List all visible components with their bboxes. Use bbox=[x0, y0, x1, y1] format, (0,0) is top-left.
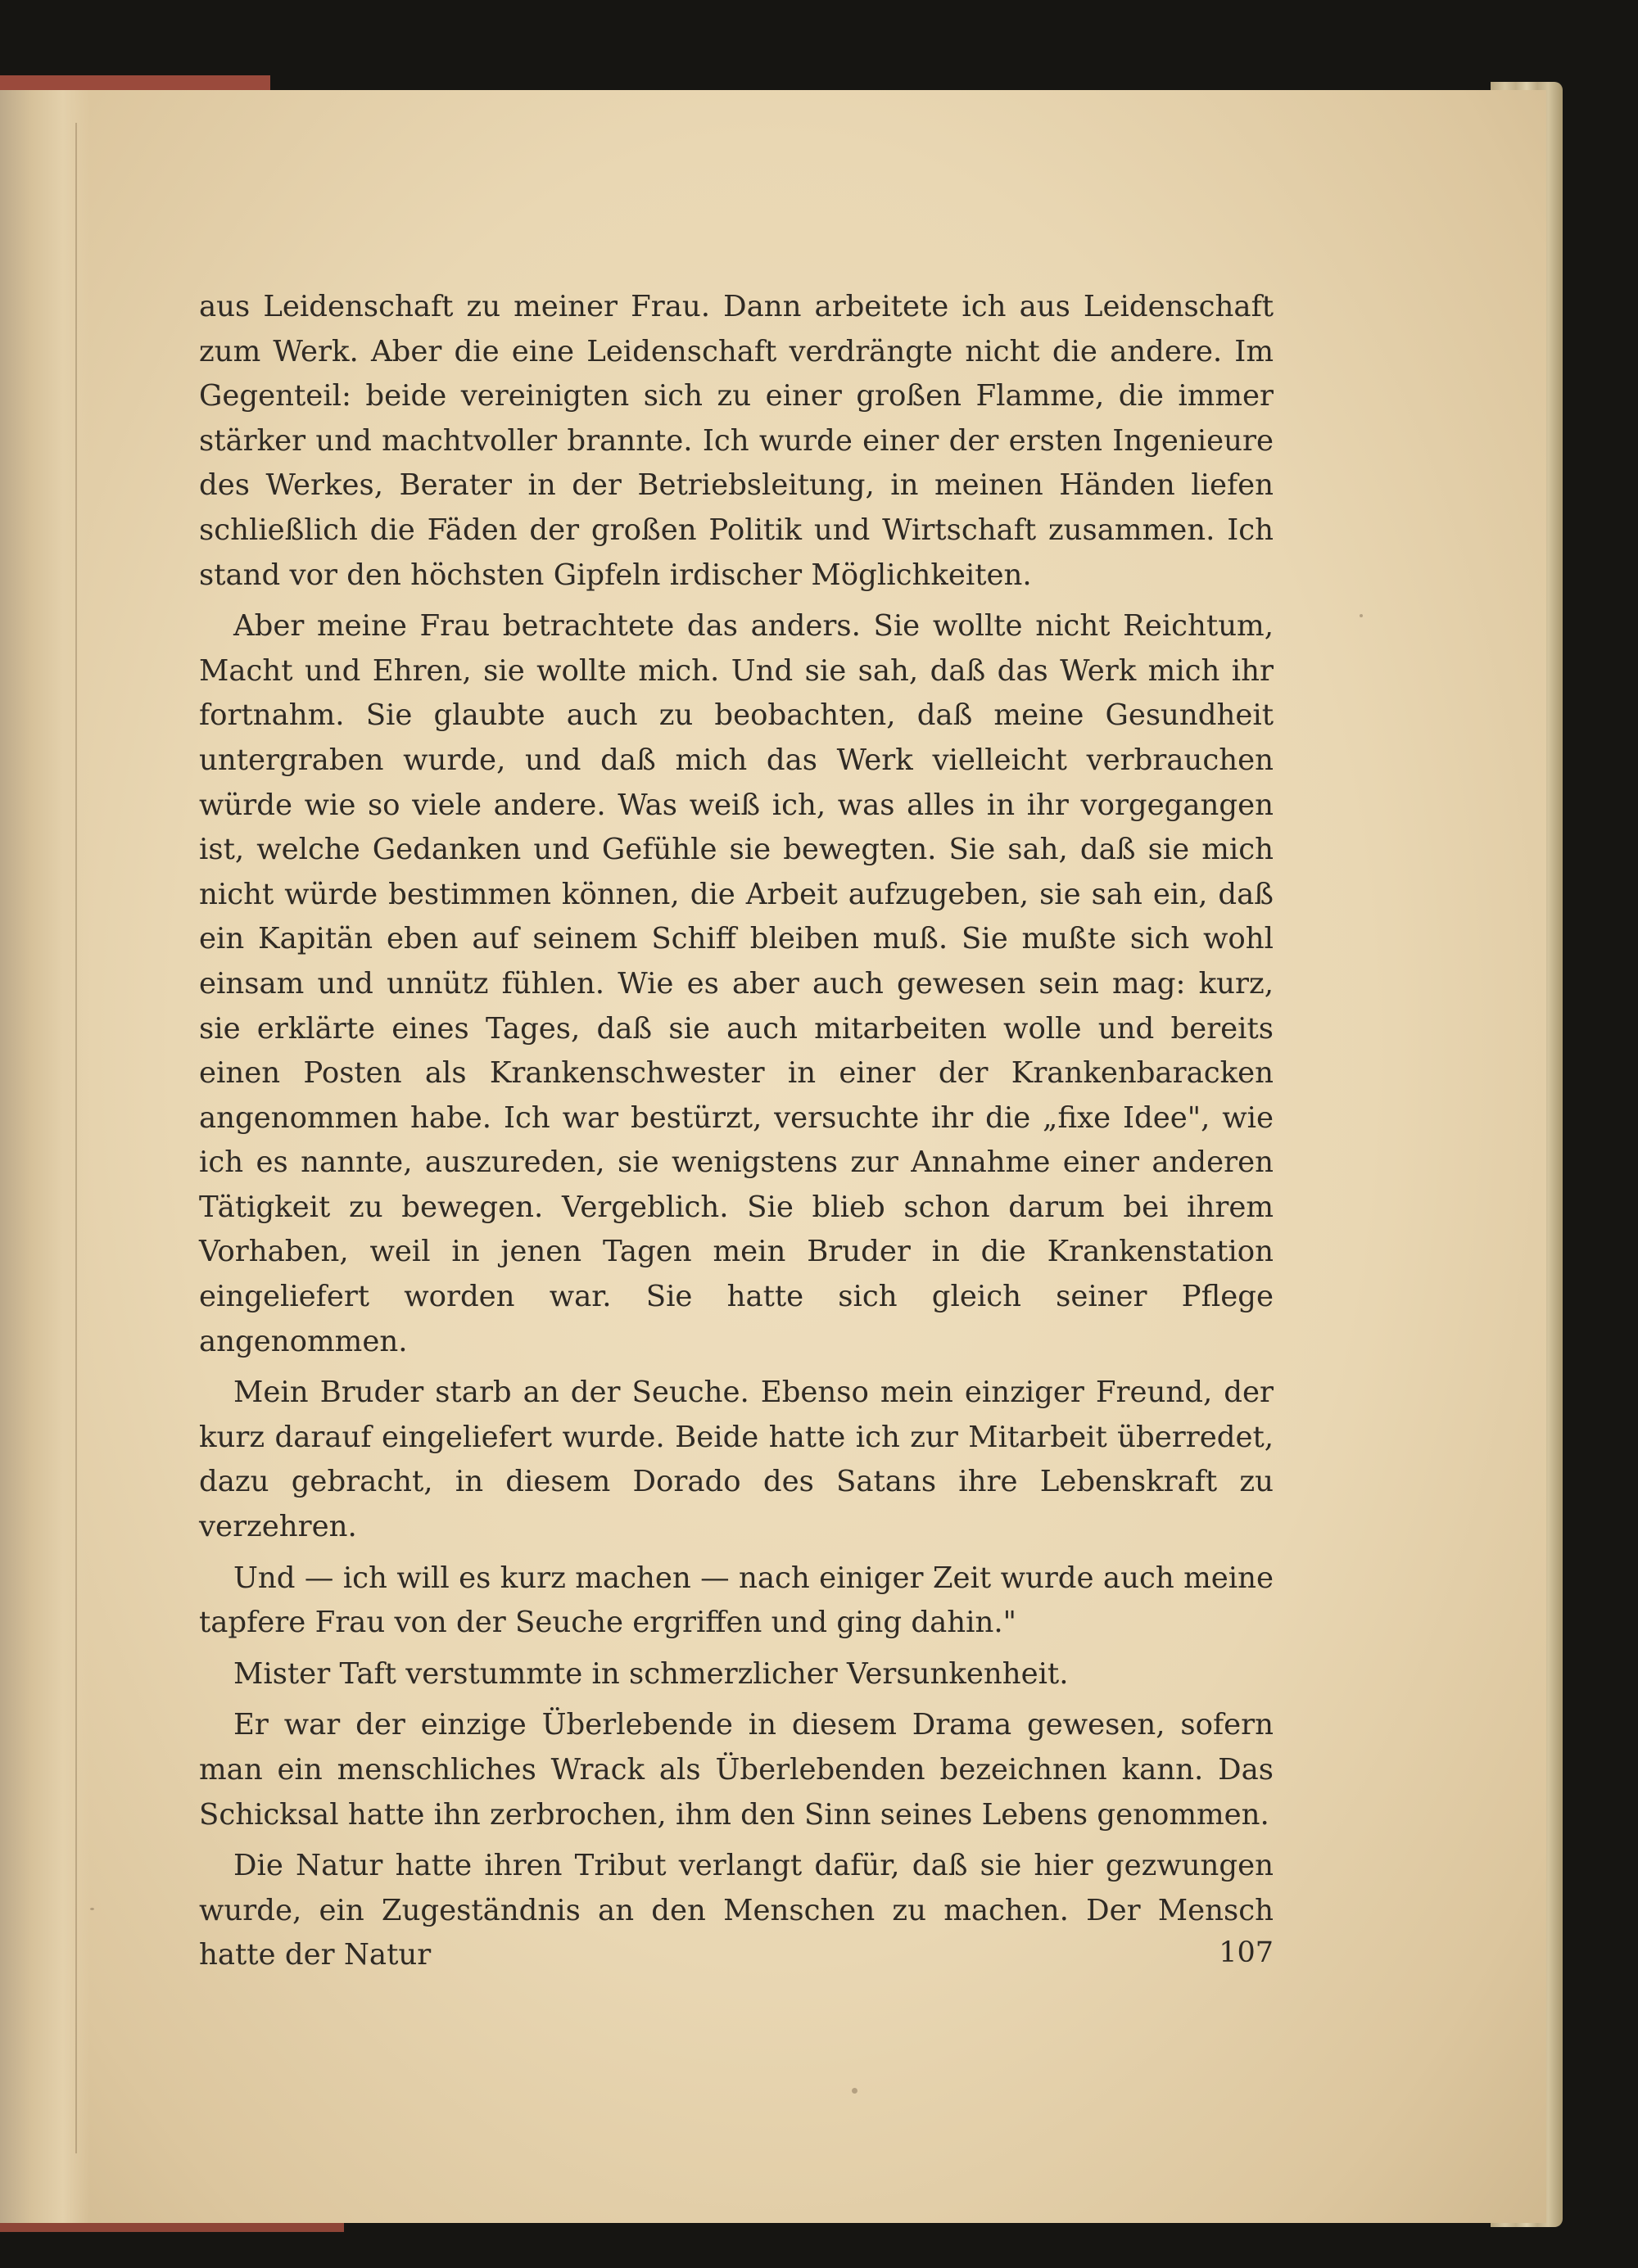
gutter-fold-line bbox=[75, 123, 77, 2153]
book-page bbox=[0, 90, 1546, 2223]
paragraph-4: Und — ich will es kurz machen — nach einiger Zeit wurde auch meine tapfere Frau von der Seuche ergriffen und ging dahin." bbox=[199, 1561, 1274, 1640]
paper-speck bbox=[1360, 614, 1363, 617]
paper-speck bbox=[852, 2088, 857, 2094]
paragraph-6: Er war der einzige Überlebende in diesem Drama gewesen, sofern man ein menschliches Wrack als Überlebenden bezeichnen kann. Das Schicksal hatte ihn zerbrochen, ihm den Sinn seines Lebens genommen. bbox=[199, 1708, 1274, 1832]
paragraph-1: aus Leidenschaft zu meiner Frau. Dann arbeitete ich aus Leidenschaft zum Werk. Aber die eine Leidenschaft verdrängte nicht die andere. Im Gegenteil: beide vereinigten sich zu einer großen Flamme, die immer stärker und machtvoller brannte. Ich wurde einer der ersten Ingenieure des Werkes, Berater in der Betriebsleitung, in meinen Händen liefen schließlich die Fäden der großen Politik und Wirtschaft zusammen. Ich stand vor den höchsten Gipfeln irdischer Möglichkeiten. bbox=[199, 290, 1274, 592]
paragraph-3: Mein Bruder starb an der Seuche. Ebenso mein einziger Freund, der kurz darauf eingeliefert wurde. Beide hatte ich zur Mitarbeit überredet, dazu gebracht, in diesem Dorado des Satans ihre Lebenskraft zu verzehren. bbox=[199, 1376, 1274, 1544]
paper-speck bbox=[90, 1908, 94, 1910]
paragraph-7: Die Natur hatte ihren Tribut verlangt dafür, daß sie hier gezwungen wurde, ein Zugeständnis an den Menschen zu machen. Der Mensch hatte der Natur bbox=[199, 1849, 1274, 1972]
page-body-text bbox=[199, 285, 1274, 1985]
paragraph-5: Mister Taft verstummte in schmerzlicher Versunkenheit. bbox=[233, 1656, 1069, 1691]
page-number: 107 bbox=[1219, 1936, 1274, 1969]
paragraph-2: Aber meine Frau betrachtete das anders. Sie wollte nicht Reichtum, Macht und Ehren, sie wollte mich. Und sie sah, daß das Werk mich ihr fortnahm. Sie glaubte auch zu beobachten, daß meine Gesundheit untergraben wurde, und daß mich das Werk vielleicht verbrauchen würde wie so viele andere. Was weiß ich, was alles in ihr vorgegangen ist, welche Gedanken und Gefühle sie bewegten. Sie sah, daß sie mich nicht würde bestimmen können, die Arbeit aufzugeben, sie sah ein, daß ein Kapitän eben auf seinem Schiff bleiben muß. Sie mußte sich wohl einsam und unnütz fühlen. Wie es aber auch gewesen sein mag: kurz, sie erklärte eines Tages, daß sie auch mitarbeiten wolle und bereits einen Posten als Krankenschwester in einer der Krankenbaracken angenommen habe. Ich war bestürzt, versuchte ihr die „fixe Idee", wie ich es nannte, auszureden, sie wenigstens zur Annahme einer anderen Tätigkeit zu bewegen. Vergeblich. Sie blieb schon darum bei ihrem Vorhaben, weil in jenen Tagen mein Bruder in die Krankenstation eingeliefert worden war. Sie hatte sich gleich seiner Pflege angenommen. bbox=[199, 609, 1274, 1358]
